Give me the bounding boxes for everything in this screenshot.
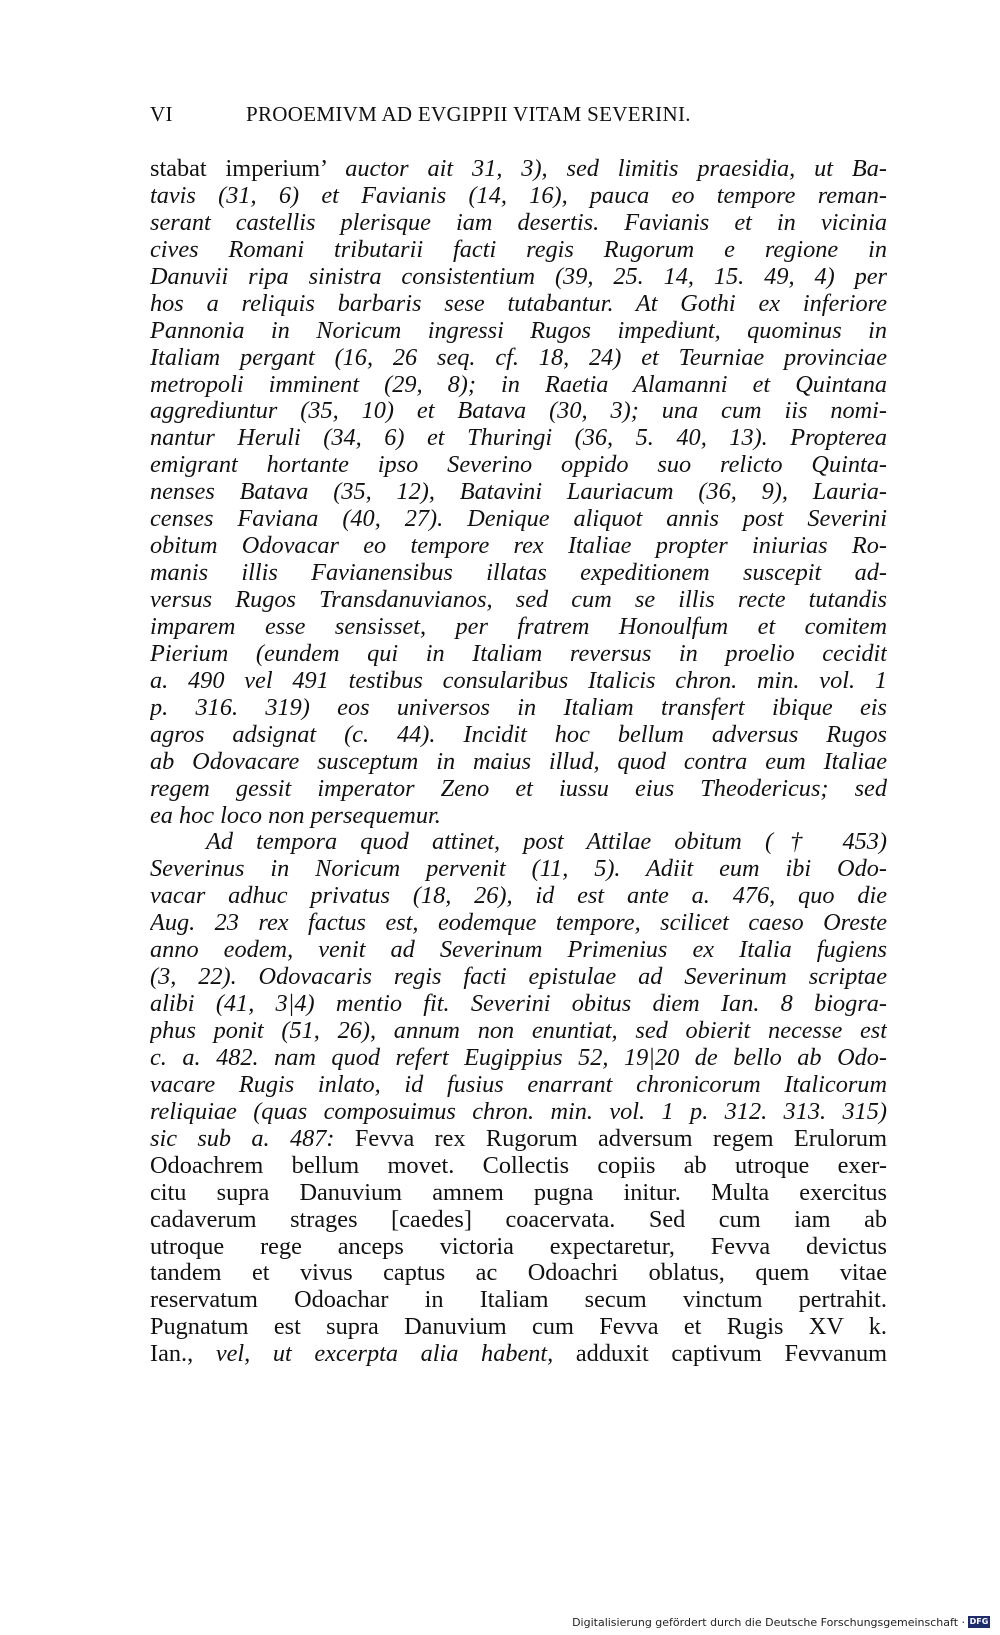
italic-text: Ad tempora quod attinet, post Attilae obitum († 453) — [206, 829, 887, 856]
italic-text: hos a reliquis barbaris sese tutabantur. At Gothi ex inferiore — [150, 290, 887, 317]
text-line — [150, 856, 887, 883]
text-line — [150, 668, 887, 695]
italic-text: ea hoc loco non persequemur. — [150, 802, 441, 829]
italic-text: emigrant hortante ipso Severino oppido suo relicto Quinta- — [150, 452, 887, 479]
italic-text: tavis (31, 6) et Favianis (14, 16), pauca eo tempore reman- — [150, 182, 887, 209]
text-line — [150, 156, 887, 183]
italic-text: anno eodem, venit ad Severinum Primenius ex Italia fugiens — [150, 937, 887, 964]
italic-text: Aug. 23 rex factus est, eodemque tempore, scilicet caeso Oreste — [150, 910, 887, 937]
italic-text: agros adsignat (c. 44). Incidit hoc bellum adversus Rugos — [150, 721, 887, 748]
italic-text: reliquiae (quas composuimus chron. min. vol. 1 p. 312. 313. 315) — [150, 1098, 887, 1125]
roman-text: Odoachrem bellum movet. Collectis copiis ab utroque exer- — [150, 1152, 887, 1179]
text-line — [150, 749, 887, 776]
text-line — [150, 560, 887, 587]
italic-text: vel, ut excerpta alia habent, — [215, 1341, 554, 1368]
italic-text: Pierium (eundem qui in Italiam reversus in proelio cecidit — [150, 640, 887, 667]
text-line — [150, 237, 887, 264]
body-text — [150, 156, 887, 1368]
text-line — [150, 1126, 887, 1153]
running-title: PROOEMIVM AD EVGIPPII VITAM SEVERINI. — [246, 102, 691, 126]
roman-text: cadaverum strages [caedes] coacervata. Sed cum iam ab — [150, 1206, 887, 1233]
text-line — [150, 372, 887, 399]
roman-text: utroque rege anceps victoria expectaretur, Fevva devictus — [150, 1233, 887, 1260]
page-number: VI — [150, 102, 173, 126]
italic-text: Italiam pergant (16, 26 seq. cf. 18, 24) et Teurniae provinciae — [150, 344, 887, 371]
italic-text: p. 316. 319) eos universos in Italiam transfert ibique eis — [150, 694, 887, 721]
roman-text: reservatum Odoachar in Italiam secum vinctum pertrahit. — [150, 1287, 887, 1314]
italic-text: aggrediuntur (35, 10) et Batava (30, 3); una cum iis nomi- — [150, 398, 887, 425]
italic-text: c. a. 482. nam quod refert Eugippius 52, 19|20 de bello ab Odo- — [150, 1044, 887, 1071]
text-line — [150, 776, 887, 803]
text-line — [150, 910, 887, 937]
text-line — [150, 883, 887, 910]
italic-text: Severinus in Noricum pervenit (11, 5). Adiit eum ibi Odo- — [150, 856, 887, 883]
italic-text: sic sub a. 487: — [150, 1125, 355, 1152]
text-line — [150, 183, 887, 210]
italic-text: auctor ait 31, 3), sed limitis praesidia, ut Ba- — [345, 156, 887, 182]
text-line — [150, 1018, 887, 1045]
text-line — [150, 641, 887, 668]
text-line — [150, 1045, 887, 1072]
text-line — [150, 587, 887, 614]
italic-text: Danuvii ripa sinistra consistentium (39, 25. 14, 15. 49, 4) per — [150, 263, 887, 290]
text-line — [150, 291, 887, 318]
footer-text: Digitalisierung gefördert durch die Deutsche Forschungsgemeinschaft · — [572, 1615, 965, 1629]
text-line — [150, 398, 887, 425]
italic-text: ab Odovacare susceptum in maius illud, quod contra eum Italiae — [150, 748, 887, 775]
text-line — [150, 506, 887, 533]
text-line — [150, 425, 887, 452]
italic-text: a. 490 vel 491 testibus consularibus Italicis chron. min. vol. 1 — [150, 667, 887, 694]
text-line — [150, 1314, 887, 1341]
roman-text: Pugnatum est supra Danuvium cum Fevva et Rugis XV k. — [150, 1314, 887, 1341]
text-line — [150, 1260, 887, 1287]
text-line — [150, 1180, 887, 1207]
text-line — [150, 803, 887, 830]
text-line — [150, 695, 887, 722]
roman-text: Fevva rex Rugorum adversum regem Erulorum — [354, 1125, 887, 1152]
italic-text: manis illis Favianensibus illatas expeditionem suscepit ad- — [150, 560, 887, 587]
text-line — [150, 937, 887, 964]
text-line — [150, 318, 887, 345]
italic-text: nenses Batava (35, 12), Batavini Lauriacum (36, 9), Lauria- — [150, 479, 887, 506]
italic-text: vacar adhuc privatus (18, 26), id est ante a. 476, quo die — [150, 883, 887, 910]
text-line — [150, 479, 887, 506]
italic-text: alibi (41, 3|4) mentio fit. Severini obitus diem Ian. 8 biogra- — [150, 991, 887, 1018]
italic-text: serant castellis plerisque iam desertis. Favianis et in vicinia — [150, 209, 887, 236]
running-header — [150, 102, 887, 132]
text-line — [150, 964, 887, 991]
italic-text: obitum Odovacar eo tempore rex Italiae propter iniurias Ro- — [150, 533, 887, 560]
italic-text: regem gessit imperator Zeno et iussu eius Theodericus; sed — [150, 775, 887, 802]
text-line — [150, 1287, 887, 1314]
text-line — [150, 991, 887, 1018]
text-line — [150, 345, 887, 372]
digitization-footer — [572, 1614, 990, 1630]
text-line — [150, 533, 887, 560]
text-line — [150, 1072, 887, 1099]
roman-text: stabat imperium’ — [150, 156, 346, 182]
text-line — [150, 1153, 887, 1180]
roman-text: adduxit captivum Fevvanum — [553, 1341, 887, 1368]
roman-text: tandem et vivus captus ac Odoachri oblatus, quem vitae — [150, 1260, 887, 1287]
text-line — [150, 614, 887, 641]
italic-text: metropoli imminent (29, 8); in Raetia Alamanni et Quintana — [150, 371, 887, 398]
italic-text: censes Faviana (40, 27). Denique aliquot annis post Severini — [150, 506, 887, 533]
italic-text: versus Rugos Transdanuvianos, sed cum se illis recte tutandis — [150, 587, 887, 613]
text-line — [150, 1341, 887, 1368]
text-line — [150, 1234, 887, 1261]
italic-text: nantur Heruli (34, 6) et Thuringi (36, 5. 40, 13). Propterea — [150, 425, 887, 452]
text-line — [150, 210, 887, 237]
text-line — [150, 1207, 887, 1234]
italic-text: phus ponit (51, 26), annum non enuntiat, sed obierit necesse est — [150, 1018, 887, 1044]
text-line — [150, 1099, 887, 1126]
italic-text: imparem esse sensisset, per fratrem Honoulfum et comitem — [150, 613, 887, 640]
roman-text: Ian., — [150, 1341, 216, 1368]
text-line — [150, 264, 887, 291]
italic-text: Pannonia in Noricum ingressi Rugos impediunt, quominus in — [150, 317, 887, 344]
roman-text: citu supra Danuvium amnem pugna initur. Multa exercitus — [150, 1179, 887, 1206]
text-line — [150, 452, 887, 479]
text-line — [150, 722, 887, 749]
dfg-logo: DFG — [969, 1617, 989, 1626]
italic-text: cives Romani tributarii facti regis Rugorum e regione in — [150, 236, 887, 263]
italic-text: (3, 22). Odovacaris regis facti epistulae ad Severinum scriptae — [150, 964, 887, 991]
text-line — [150, 829, 887, 856]
italic-text: vacare Rugis inlato, id fusius enarrant chronicorum Italicorum — [150, 1071, 887, 1098]
